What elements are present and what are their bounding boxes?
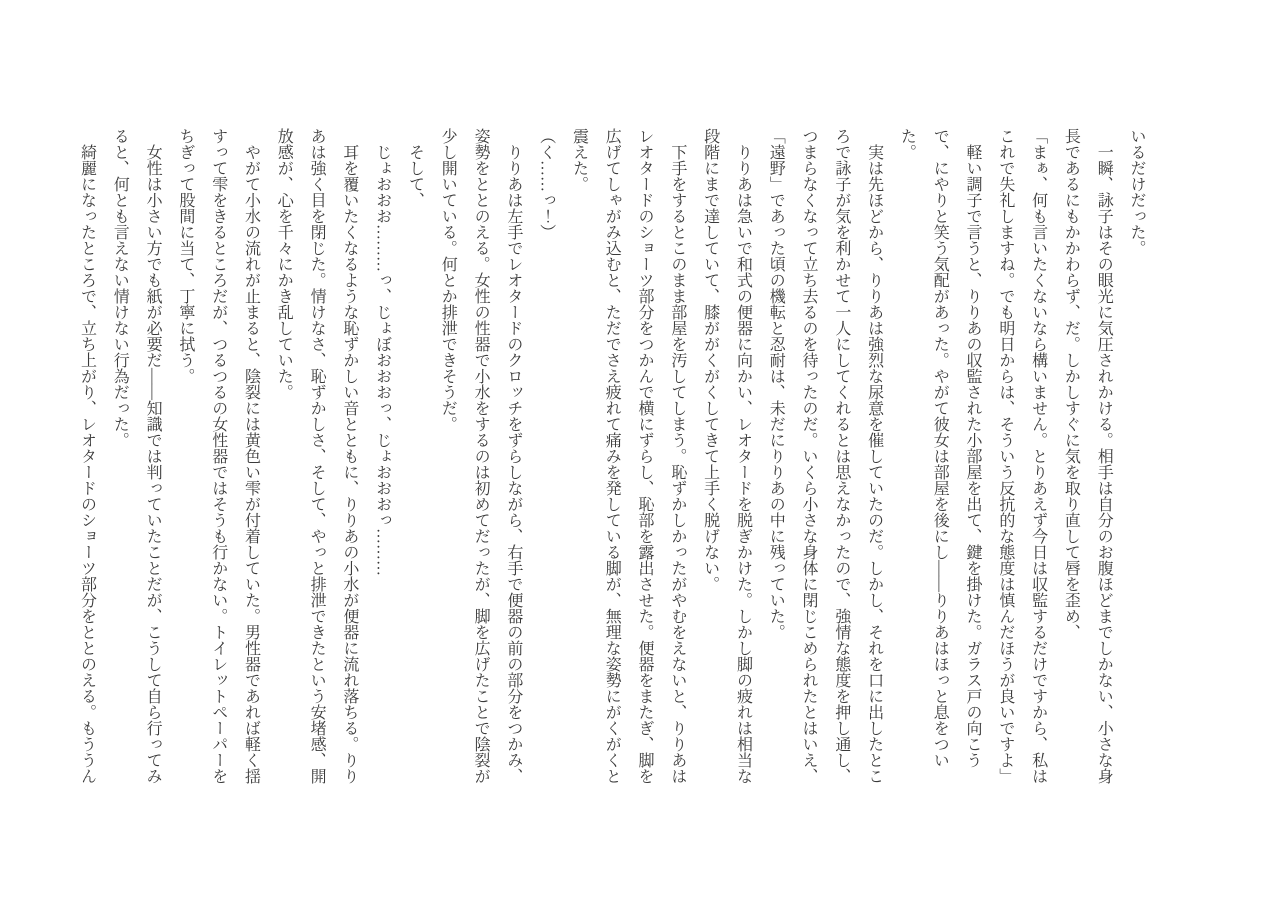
- paragraph: りりあは急いで和式の便器に向かい、レオタードを脱ぎかけた。しかし脚の疲れは相当な段階にまで達していて、膝ががくがくしてきて上手く脱げない。: [701, 128, 752, 784]
- paragraph: （く……っ！）: [537, 128, 555, 240]
- vertical-text-block: [70, 128, 1152, 785]
- paragraph: 実は先ほどから、りりあは強烈な尿意を催していたのだ。しかし、それを口に出したところで詠子が気を利かせて一人にしてくれるとは思えなかったので、強情な態度を押し通し、つまらなくなって立ち去るのを待ったのだ。いくら小さな身体に閉じこめられたとはいえ、「遠野」であった頃の機転と忍耐は、未だにりりあの中に残っていた。: [767, 128, 883, 784]
- paragraph: 「まぁ、何も言いたくないなら構いません。とりあえず今日は収監するだけですから、私はこれで失礼しますね。でも明日からは、そういう反抗的な態度は慎んだほうが良いですよ」: [996, 128, 1047, 784]
- paragraph: 軽い調子で言うと、りりあの収監された小部屋を出て、鍵を掛けた。ガラス戸の向こうで、にやりと笑う気配があった。やがて彼女は部屋を後にし——りりあはほっと息をついた。: [898, 128, 982, 768]
- paragraph: りりあは左手でレオタードのクロッチをずらしながら、右手で便器の前の部分をつかみ、姿勢をととのえる。女性の性器で小水をするのは初めてだったが、脚を広げたことで陰裂が少し開いている。何とか排泄できそうだ。: [439, 128, 522, 784]
- paragraph: 綺麗になったところで、立ち上がり、レオタードのショーツ部分をととのえる。もううん: [78, 144, 96, 784]
- paragraph: 耳を覆いたくなるような恥ずかしい音とともに、りりあの小水が便器に流れ落ちる。りりあは強く目を閉じた。情けなさ、恥ずかしさ、そして、やっと排泄できたという安堵感、開放感が、心を千々にかき乱していた。: [275, 128, 358, 784]
- paragraph: 女性は小さい方でも紙が必要だ——知識では判っていたことだが、こうして自ら行ってみると、何とも言えない情けない行為だった。: [111, 128, 162, 784]
- paragraph: そして、: [406, 144, 424, 208]
- paragraph: いるだけだった。: [1128, 128, 1145, 256]
- paragraph: 下手をするとこのまま部屋を汚してしまう。恥ずかしかったがやむをえないと、りりあはレオタードのショーツ部分をつかんで横にずらし、恥部を露出させた。便器をまたぎ、脚を広げてしゃがみ込むと、ただでさえ疲れて痛みを発している脚が、無理な姿勢にがくがくと震えた。: [570, 128, 686, 784]
- paragraph: やがて小水の流れが止まると、陰裂には黄色い雫が付着していた。男性器であれば軽く揺すって雫をきるところだが、つるつるの女性器ではそうも行かない。トイレットペーパーをちぎって股間に当て、丁寧に拭う。: [176, 128, 260, 784]
- paragraph: じょおおお………っ、じょぼおおおっ、じょおおおっ………: [373, 144, 391, 576]
- paragraph: 一瞬、詠子はその眼光に気圧されかける。相手は自分のお腹ほどまでしかない、小さな身長であるにもかかわらず、だ。しかしすぐに気を取り直して唇を歪め、: [1062, 128, 1113, 784]
